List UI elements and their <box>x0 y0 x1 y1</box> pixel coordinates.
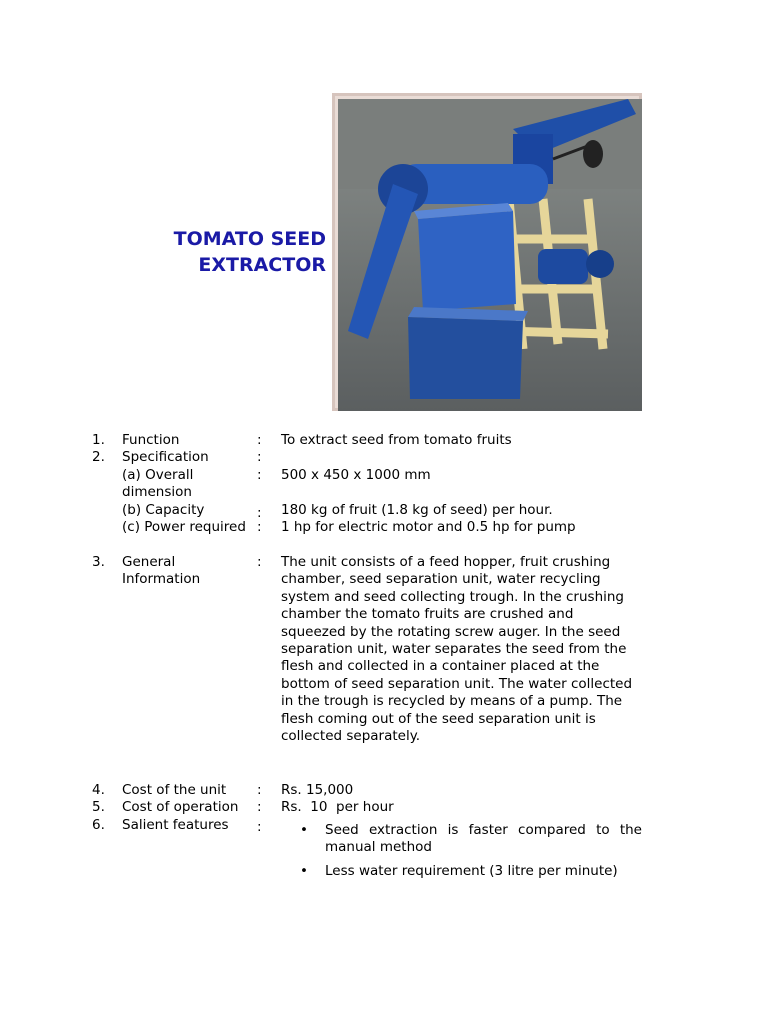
item-number: 4. <box>92 782 105 798</box>
item-label: Specification <box>122 449 209 465</box>
item-number: 6. <box>92 817 105 833</box>
machine-photo <box>332 93 642 411</box>
item-label: General Information <box>122 554 201 588</box>
salient-features-list <box>300 822 642 886</box>
document-title <box>174 226 326 278</box>
feature-text: Seed extraction is faster compared to the manual method <box>325 822 642 856</box>
item-value-overall-dimension: 500 x 450 x 1000 mm <box>281 467 431 483</box>
item-label: Function <box>122 432 180 448</box>
item-colon: : <box>257 519 262 535</box>
feature-text: Less water requirement (3 litre per minute) <box>325 862 618 879</box>
item-colon: : <box>257 554 262 570</box>
item-number: 5. <box>92 799 105 815</box>
item-value-function: To extract seed from tomato fruits <box>281 432 512 448</box>
item-label: Salient features <box>122 817 229 833</box>
title-line-2: EXTRACTOR <box>198 254 326 276</box>
item-value-general-information: The unit consists of a feed hopper, fruit crushing chamber, seed separation unit, water recycling system and seed collecting trough. In the crushing chamber the tomato fruits are crushed and squeezed by the rotating screw auger. In the seed separation unit, water separates the seed from the flesh and collected in a container placed at the bottom of seed separation unit. The water collected in the trough is recycled by means of a pump. The flesh coming out of the seed separation unit is collected separately. <box>281 554 633 745</box>
item-colon: : <box>257 819 262 835</box>
item-value-cost-of-operation: Rs. 10 per hour <box>281 799 394 815</box>
item-number: 1. <box>92 432 105 448</box>
item-label: Cost of operation <box>122 799 239 815</box>
item-colon: : <box>257 505 262 521</box>
item-value-capacity: 180 kg of fruit (1.8 kg of seed) per hour. <box>281 502 553 518</box>
item-colon: : <box>257 449 262 465</box>
list-item <box>300 822 642 857</box>
item-label: Cost of the unit <box>122 782 227 798</box>
item-label: (b) Capacity <box>122 502 205 518</box>
bullet-icon: • <box>300 862 308 879</box>
item-label: (c) Power required <box>122 519 246 535</box>
title-line-1: TOMATO SEED <box>173 228 326 250</box>
item-number: 2. <box>92 449 105 465</box>
item-number: 3. <box>92 554 105 570</box>
bullet-icon: • <box>300 822 308 838</box>
list-item <box>300 863 642 880</box>
item-value-cost-of-unit: Rs. 15,000 <box>281 782 354 798</box>
item-colon: : <box>257 432 262 448</box>
tomato-seed-extractor-illustration <box>338 99 642 411</box>
item-colon: : <box>257 467 262 483</box>
item-label: (a) Overall dimension <box>122 467 194 501</box>
item-colon: : <box>257 782 262 798</box>
item-colon: : <box>257 799 262 815</box>
item-value-power-required: 1 hp for electric motor and 0.5 hp for pump <box>281 519 576 535</box>
